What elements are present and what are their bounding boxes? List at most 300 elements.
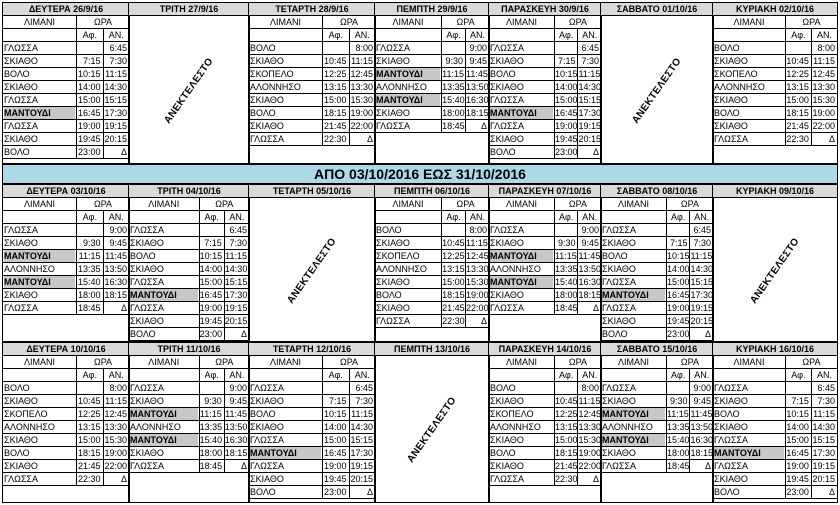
departure-time: 19:00 (554, 121, 578, 131)
port-name: ΣΚΙΑΘΟ (490, 290, 524, 300)
schedule-row (249, 81, 375, 94)
departure-header: Αφ. (322, 29, 348, 41)
arrival-time: Δ (465, 315, 489, 327)
departure-time: 23:00 (554, 147, 578, 157)
subheader-blank (714, 29, 784, 41)
departure-time: 22:30 (554, 474, 578, 484)
arrival-time: Δ (811, 133, 837, 145)
port-name: ΓΛΩΣΣΑ (490, 225, 525, 235)
schedule-row (129, 315, 249, 328)
arrival-time: Δ (224, 328, 249, 340)
arrival-time: 9:45 (224, 395, 249, 407)
departure-time: 10:15 (786, 409, 809, 419)
port-name: ΣΚΙΑΘΟ (250, 95, 284, 105)
departure-time: 13:15 (786, 82, 809, 92)
departure-time: 15:40 (442, 95, 465, 105)
subheader-blank (490, 211, 553, 223)
departure-header: Αφ. (554, 369, 578, 381)
hour-header: ΩΡΑ (785, 356, 837, 368)
schedule-row (3, 447, 129, 460)
departure-time: 21:45 (78, 461, 101, 471)
schedule-row (375, 68, 489, 81)
column-header-row (601, 198, 713, 211)
departure-time: 12:25 (78, 409, 101, 419)
schedule-row (601, 224, 713, 237)
departure-time: 18:15 (442, 290, 465, 300)
schedule-row (489, 250, 601, 263)
arrival-time: 15:30 (104, 435, 127, 445)
port-name: ΒΟΛΟ (714, 108, 740, 118)
port-name: ΓΛΩΣΣΑ (376, 121, 411, 131)
port-name: ΣΚΙΑΘΟ (714, 396, 748, 406)
subheader-row (713, 29, 837, 42)
departure-time (322, 382, 348, 394)
day-header: ΔΕΥΤΕΡΑ 26/9/16 (3, 3, 129, 16)
port-name: ΒΟΛΟ (4, 448, 30, 458)
port-name: ΣΚΙΑΘΟ (4, 435, 38, 445)
port-name: ΣΚΙΑΘΟ (250, 474, 284, 484)
arrival-time: 6:45 (103, 42, 129, 54)
schedule-row (489, 263, 601, 276)
arrival-time: 19:15 (350, 461, 373, 471)
arrival-time: 12:45 (578, 409, 601, 419)
port-name: ΓΛΩΣΣΑ (714, 134, 749, 144)
day-header: ΚΥΡΙΑΚΗ 16/10/16 (713, 343, 837, 356)
schedule-row (129, 408, 249, 421)
arrival-header: ΑΝ. (103, 369, 129, 381)
day-column (128, 342, 250, 503)
port-name: ΓΛΩΣΣΑ (250, 461, 285, 471)
port-name: ΣΚΙΑΘΟ (602, 316, 636, 326)
departure-time: 13:15 (554, 422, 578, 432)
day-header: ΤΕΤΑΡΤΗ 05/10/16 (249, 185, 375, 198)
port-name: ΓΛΩΣΣΑ (376, 316, 411, 326)
port-name: ΓΛΩΣΣΑ (4, 95, 39, 105)
arrival-time: 14:30 (104, 82, 127, 92)
arrival-time: 19:15 (224, 303, 248, 313)
schedule-row (129, 250, 249, 263)
hour-header: ΩΡΑ (76, 16, 129, 28)
departure-time: 15:00 (786, 435, 809, 445)
port-name: ΣΚΙΑΘΟ (4, 461, 38, 471)
subheader-blank (490, 29, 553, 41)
departure-time: 12:25 (786, 69, 809, 79)
port-name: ΣΚΙΑΘΟ (130, 238, 164, 248)
arrival-time: 15:15 (690, 277, 713, 287)
port-name: ΓΛΩΣΣΑ (130, 383, 165, 393)
day-column (248, 342, 376, 503)
departure-time (76, 224, 102, 236)
port-name: ΒΟΛΟ (714, 43, 740, 53)
departure-time: 21:45 (554, 461, 578, 471)
arrival-time: 8:00 (103, 382, 129, 394)
schedule-section (2, 184, 838, 342)
departure-time: 15:40 (199, 435, 223, 445)
port-name: ΓΛΩΣΣΑ (714, 435, 749, 445)
arrival-time: 13:30 (466, 264, 489, 274)
schedule-row (375, 289, 489, 302)
departure-time: 15:00 (324, 435, 347, 445)
day-column (374, 342, 490, 503)
arrival-time: 13:30 (104, 422, 127, 432)
port-header: ΛΙΜΑΝΙ (733, 17, 765, 27)
schedule-row (3, 42, 129, 55)
arrival-time: 19:15 (104, 121, 127, 131)
departure-time (785, 42, 811, 54)
port-header: ΛΙΜΑΝΙ (24, 17, 56, 27)
schedule-row (601, 382, 713, 395)
hour-header: ΩΡΑ (785, 16, 837, 28)
arrival-time: 16:30 (578, 277, 601, 287)
port-name: ΣΚΙΑΘΟ (602, 396, 636, 406)
arrival-time: 8:00 (465, 224, 489, 236)
schedule-row (601, 328, 713, 341)
departure-time (76, 42, 102, 54)
arrival-time: 18:15 (224, 448, 248, 458)
port-name: ΣΚΙΑΘΟ (490, 435, 524, 445)
departure-time: 23:00 (78, 147, 101, 157)
port-name: ΜΑΝΤΟΥΔΙ (130, 434, 198, 446)
schedule-row (489, 68, 601, 81)
departure-time: 16:45 (666, 290, 690, 300)
departure-time (441, 224, 465, 236)
port-name: ΓΛΩΣΣΑ (714, 461, 749, 471)
date-range-banner: ΑΠΟ 03/10/2016 ΕΩΣ 31/10/2016 (2, 164, 838, 184)
arrival-header: ΑΝ. (465, 211, 489, 223)
schedule-row (129, 447, 249, 460)
departure-time: 10:15 (324, 409, 347, 419)
departure-time: 15:40 (78, 277, 101, 287)
departure-time: 15:00 (78, 435, 101, 445)
port-name: ΣΚΙΑΘΟ (250, 56, 284, 66)
arrival-time: 15:30 (578, 435, 601, 445)
departure-time: 10:45 (442, 238, 465, 248)
port-header: ΛΙΜΑΝΙ (270, 17, 302, 27)
departure-time: 13:35 (666, 422, 690, 432)
departure-time: 13:35 (199, 422, 223, 432)
column-header-row (129, 198, 249, 211)
schedule-row (713, 42, 837, 55)
port-name: ΓΛΩΣΣΑ (490, 474, 525, 484)
departure-time: 10:45 (786, 56, 809, 66)
schedule-row (3, 302, 129, 315)
departure-time: 19:45 (786, 474, 809, 484)
departure-time: 15:00 (554, 435, 578, 445)
subheader-row (601, 211, 713, 224)
schedule-row (129, 382, 249, 395)
port-header: ΛΙΜΑΝΙ (505, 199, 537, 209)
schedule-row (3, 55, 129, 68)
arrival-header: ΑΝ. (577, 29, 601, 41)
port-name: ΣΚΙΑΘΟ (490, 396, 524, 406)
arrival-time: 11:15 (811, 408, 837, 420)
day-header: ΠΑΡΑΣΚΕΥΗ 14/10/16 (489, 343, 601, 356)
departure-time: 21:45 (324, 121, 347, 131)
departure-header: Αφ. (666, 211, 690, 223)
schedule-row (601, 302, 713, 315)
departure-time: 13:15 (324, 82, 347, 92)
arrival-time: 13:30 (578, 422, 601, 432)
port-name: ΓΛΩΣΣΑ (130, 277, 165, 287)
day-column (128, 2, 250, 164)
departure-header: Αφ. (322, 369, 348, 381)
schedule-row (713, 395, 837, 408)
port-name: ΣΚΙΑΘΟ (4, 56, 38, 66)
arrival-time: 18:15 (578, 290, 601, 300)
arrival-time: 11:15 (578, 396, 601, 406)
hour-header: ΩΡΑ (666, 198, 713, 210)
schedule-row (713, 55, 837, 68)
arrival-time: 13:50 (466, 82, 489, 92)
day-header: ΠΕΜΠΤΗ 06/10/16 (375, 185, 489, 198)
port-name: ΣΚΙΑΘΟ (4, 290, 38, 300)
schedule-row (713, 133, 837, 146)
arrival-time: 20:15 (350, 474, 373, 484)
departure-time: 7:15 (322, 395, 348, 407)
subheader-blank (250, 369, 321, 381)
subheader-blank (376, 29, 440, 41)
schedule-row (3, 434, 129, 447)
port-name: ΣΚΟΠΕΛΟ (250, 69, 294, 79)
port-name: ΜΑΝΤΟΥΔΙ (490, 276, 553, 288)
departure-time: 12:25 (324, 69, 347, 79)
departure-time: 19:00 (199, 303, 223, 313)
subheader-blank (602, 369, 665, 381)
arrival-time: 19:00 (104, 448, 127, 458)
schedule-row (3, 133, 129, 146)
schedule-row (489, 120, 601, 133)
schedule-row (3, 81, 129, 94)
arrival-time: 22:00 (350, 121, 373, 131)
arrival-time: 18:15 (466, 108, 489, 118)
arrival-header: ΑΝ. (224, 369, 249, 381)
schedule-row (601, 250, 713, 263)
port-name: ΣΚΙΑΘΟ (714, 474, 748, 484)
schedule-row (489, 94, 601, 107)
arrival-time: 6:45 (577, 42, 601, 54)
schedule-row (489, 276, 601, 289)
arrival-header: ΑΝ. (103, 211, 129, 223)
port-name: ΑΛΟΝΝΗΣΟ (714, 82, 765, 92)
port-name: ΓΛΩΣΣΑ (602, 277, 637, 287)
arrival-time: 12:45 (350, 69, 373, 79)
arrival-time: 19:00 (578, 448, 601, 458)
port-name: ΣΚΙΑΘΟ (250, 121, 284, 131)
schedule-row (489, 42, 601, 55)
arrival-time: Δ (577, 302, 601, 314)
departure-time: 18:15 (78, 448, 101, 458)
departure-time: 19:45 (199, 316, 223, 326)
schedule-row (129, 237, 249, 250)
arrival-time: 15:15 (578, 95, 601, 105)
port-name: ΜΑΝΤΟΥΔΙ (130, 289, 198, 301)
arrival-time: Δ (577, 473, 601, 485)
schedule-row (489, 133, 601, 146)
departure-time: 7:15 (666, 237, 690, 249)
port-name: ΓΛΩΣΣΑ (130, 225, 165, 235)
day-header: ΤΡΙΤΗ 27/9/16 (129, 3, 249, 16)
schedule-section (2, 2, 838, 164)
schedule-row (3, 460, 129, 473)
arrival-time: 14:30 (224, 264, 248, 274)
schedule-row (489, 146, 601, 159)
arrival-time: 16:30 (104, 277, 127, 287)
column-header-row (601, 356, 713, 369)
port-name: ΑΛΟΝΝΗΣΟ (130, 422, 181, 432)
port-name: ΓΛΩΣΣΑ (130, 461, 165, 471)
schedule-row (249, 55, 375, 68)
arrival-time: 19:00 (466, 290, 489, 300)
day-header: ΔΕΥΤΕΡΑ 10/10/16 (3, 343, 129, 356)
schedule-row (3, 421, 129, 434)
arrival-time: 11:15 (225, 251, 247, 261)
day-column (248, 2, 376, 164)
schedule-row (129, 263, 249, 276)
schedule-row (489, 302, 601, 315)
schedule-row (375, 263, 489, 276)
subheader-row (3, 29, 129, 42)
departure-time: 23:00 (666, 329, 690, 339)
departure-time: 22:30 (78, 474, 101, 484)
arrival-time: 20:15 (690, 316, 713, 326)
schedule-row (3, 382, 129, 395)
arrival-time: Δ (577, 146, 601, 158)
arrival-time: Δ (349, 486, 375, 498)
arrival-time: 12:45 (466, 251, 489, 261)
hour-header: ΩΡΑ (199, 198, 249, 210)
arrival-time: 17:30 (690, 290, 713, 300)
day-column (488, 184, 602, 342)
arrival-time: 19:00 (812, 108, 835, 118)
arrival-time: 9:45 (103, 237, 129, 249)
schedule-row (249, 421, 375, 434)
arrival-time: 22:00 (578, 461, 601, 471)
schedule-row (601, 421, 713, 434)
schedule-row (3, 250, 129, 263)
departure-time: 19:45 (78, 134, 101, 144)
port-name: ΓΛΩΣΣΑ (602, 225, 637, 235)
arrival-time: 22:00 (466, 303, 489, 313)
port-name: ΣΚΙΑΘΟ (130, 264, 164, 274)
departure-time: 12:25 (554, 409, 578, 419)
arrival-time: 19:15 (812, 461, 835, 471)
schedule-row (713, 408, 837, 421)
port-name: ΜΑΝΤΟΥΔΙ (602, 434, 665, 446)
schedule-row (129, 328, 249, 341)
departure-time: 16:45 (324, 448, 347, 458)
port-name: ΒΟΛΟ (602, 251, 628, 261)
port-name: ΣΚΙΑΘΟ (490, 461, 524, 471)
port-name: ΣΚΙΑΘΟ (250, 422, 284, 432)
port-name: ΒΟΛΟ (130, 251, 156, 261)
subheader-row (3, 369, 129, 382)
arrival-time: 11:15 (103, 395, 129, 407)
day-header: ΤΡΙΤΗ 04/10/16 (129, 185, 249, 198)
departure-time: 7:15 (76, 55, 102, 67)
departure-time: 15:00 (324, 95, 347, 105)
departure-time: 23:00 (786, 487, 809, 497)
day-column (600, 2, 714, 164)
arrival-time: 9:00 (689, 382, 713, 394)
schedule-row (375, 302, 489, 315)
port-name: ΜΑΝΤΟΥΔΙ (130, 408, 198, 420)
schedule-row (249, 133, 375, 146)
departure-time: 19:00 (666, 303, 690, 313)
port-name: ΓΛΩΣΣΑ (376, 43, 411, 53)
port-name: ΣΚΙΑΘΟ (4, 238, 38, 248)
arrival-time: 13:30 (812, 82, 835, 92)
port-name: ΓΛΩΣΣΑ (490, 121, 525, 131)
schedule-row (601, 434, 713, 447)
port-name: ΜΑΝΤΟΥΔΙ (602, 289, 665, 301)
port-name: ΣΚΙΑΘΟ (250, 396, 284, 406)
schedule-row (129, 302, 249, 315)
subheader-blank (4, 29, 75, 41)
column-header-row (375, 198, 489, 211)
arrival-time: 9:45 (577, 237, 601, 249)
departure-time: 10:45 (324, 56, 347, 66)
schedule-row (713, 460, 837, 473)
departure-time: 9:30 (666, 395, 690, 407)
arrival-time: 19:15 (690, 303, 713, 313)
hour-header: ΩΡΑ (76, 356, 129, 368)
hour-header: ΩΡΑ (441, 198, 489, 210)
port-name: ΣΚΙΑΘΟ (490, 82, 524, 92)
arrival-time: Δ (103, 302, 129, 314)
port-name: ΜΑΝΤΟΥΔΙ (602, 408, 665, 420)
port-header: ΛΙΜΑΝΙ (505, 17, 537, 27)
schedule-row (249, 42, 375, 55)
schedule-row (489, 237, 601, 250)
schedule-row (3, 289, 129, 302)
departure-time: 18:00 (442, 108, 465, 118)
arrival-time: Δ (811, 486, 837, 498)
port-name: ΣΚΙΑΘΟ (714, 121, 748, 131)
port-name: ΜΑΝΤΟΥΔΙ (490, 107, 553, 119)
port-name: ΒΟΛΟ (250, 487, 276, 497)
subheader-blank (4, 211, 75, 223)
port-name: ΣΚΙΑΘΟ (490, 134, 524, 144)
arrival-time: 14:30 (350, 422, 373, 432)
departure-time: 15:00 (554, 95, 578, 105)
departure-time: 14:00 (324, 422, 347, 432)
hour-header: ΩΡΑ (322, 356, 375, 368)
departure-header: Αφ. (785, 369, 811, 381)
port-name: ΣΚΙΑΘΟ (714, 56, 748, 66)
departure-time: 18:00 (666, 448, 690, 458)
schedule-row (601, 447, 713, 460)
day-column (488, 342, 602, 503)
day-column (2, 342, 130, 503)
departure-time: 14:00 (666, 264, 690, 274)
port-name: ΜΑΝΤΟΥΔΙ (4, 107, 75, 119)
schedule-row (3, 395, 129, 408)
hour-header: ΩΡΑ (666, 356, 713, 368)
port-name: ΓΛΩΣΣΑ (4, 43, 39, 53)
port-name: ΣΚΙΑΘΟ (376, 56, 410, 66)
day-header: ΚΥΡΙΑΚΗ 02/10/16 (713, 3, 837, 16)
schedule-row (249, 94, 375, 107)
subheader-row (249, 29, 375, 42)
port-name: ΒΟΛΟ (250, 409, 276, 419)
hour-header: ΩΡΑ (554, 16, 601, 28)
port-name: ΓΛΩΣΣΑ (250, 134, 285, 144)
arrival-time: 14:30 (812, 422, 835, 432)
departure-time: 15:00 (786, 95, 809, 105)
port-name: ΣΚΟΠΕΛΟ (376, 251, 420, 261)
departure-time: 10:15 (199, 251, 223, 261)
arrival-time: 9:45 (689, 395, 713, 407)
